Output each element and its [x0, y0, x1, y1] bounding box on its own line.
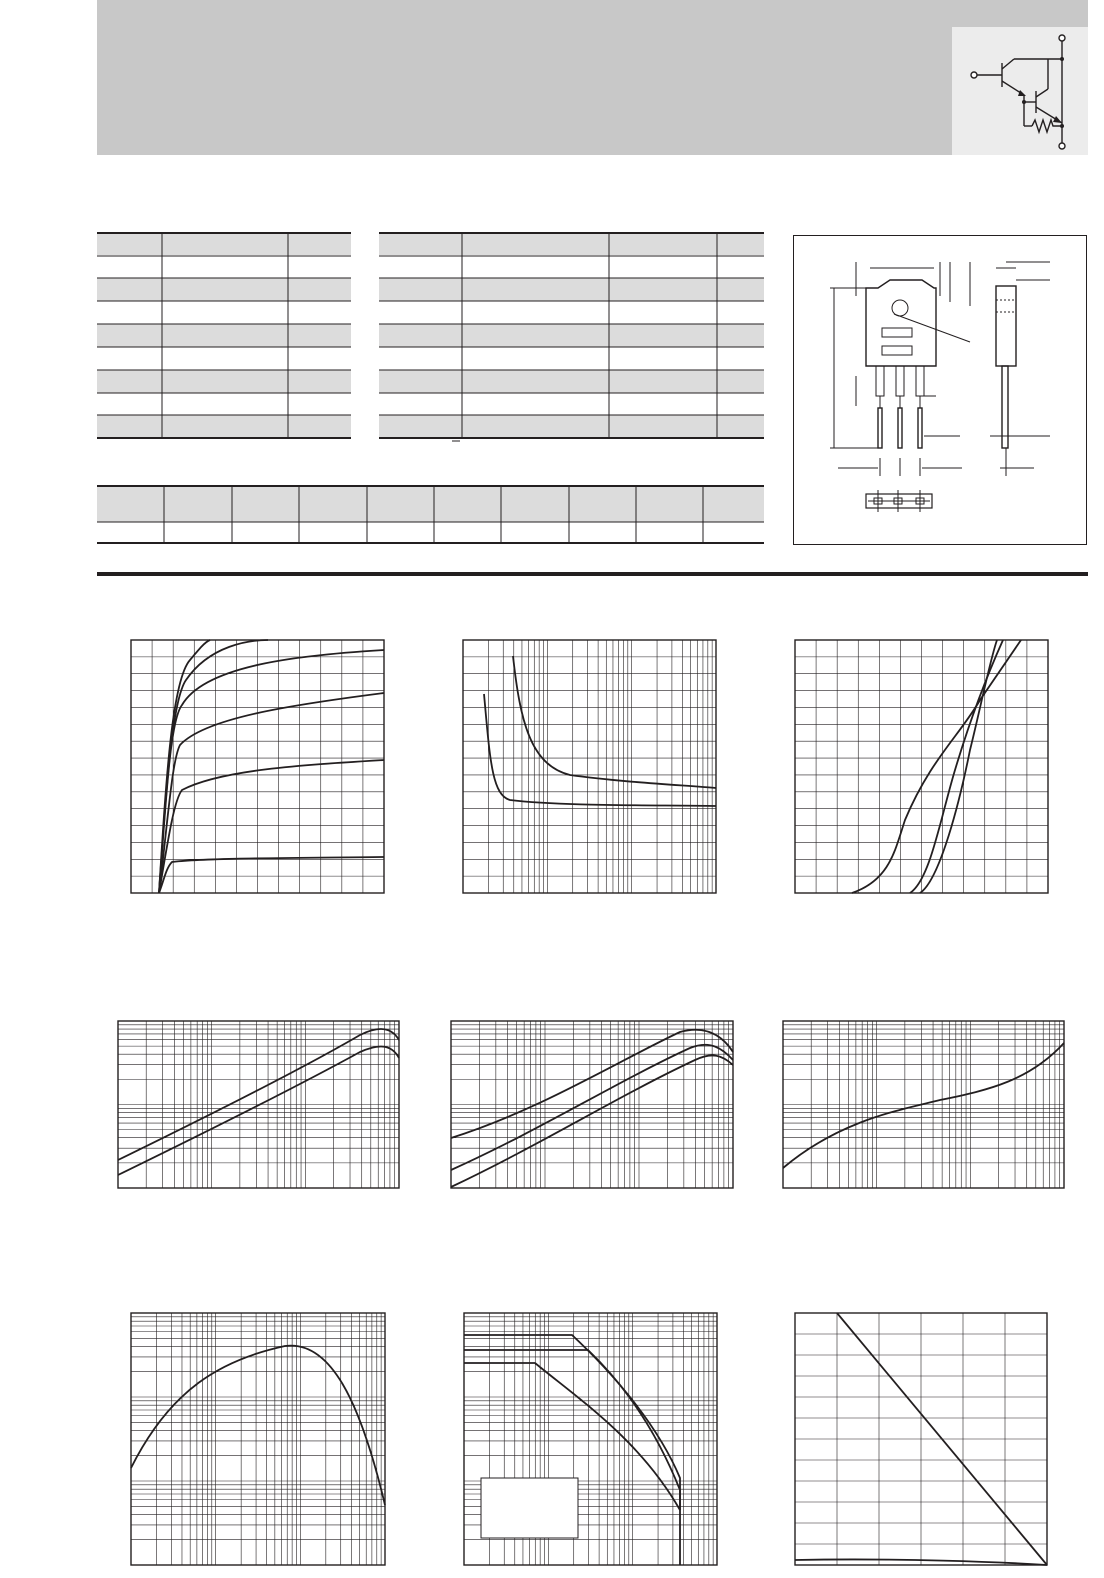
graph-g9: [795, 1313, 1047, 1565]
legend-box: [481, 1478, 578, 1538]
electrical-characteristics-table: [379, 233, 764, 441]
absolute-maximum-ratings-table: [97, 233, 351, 438]
section-divider: [97, 572, 1088, 576]
graph-g3: [795, 640, 1048, 893]
package-outline-panel: [793, 235, 1087, 545]
graph-g7: [131, 1313, 385, 1565]
graph-g2: [463, 640, 716, 893]
characteristic-graphs: [0, 600, 1104, 1578]
graphs-root: [118, 640, 1064, 1565]
graph-g5: [451, 1021, 733, 1188]
typical-switching-table: [97, 486, 764, 543]
graph-g8: [464, 1313, 717, 1565]
to-3p-package-outline-icon: [794, 236, 1088, 546]
graph-g1: [131, 640, 384, 893]
graph-g4: [118, 1021, 399, 1188]
graph-g6: [783, 1021, 1064, 1188]
